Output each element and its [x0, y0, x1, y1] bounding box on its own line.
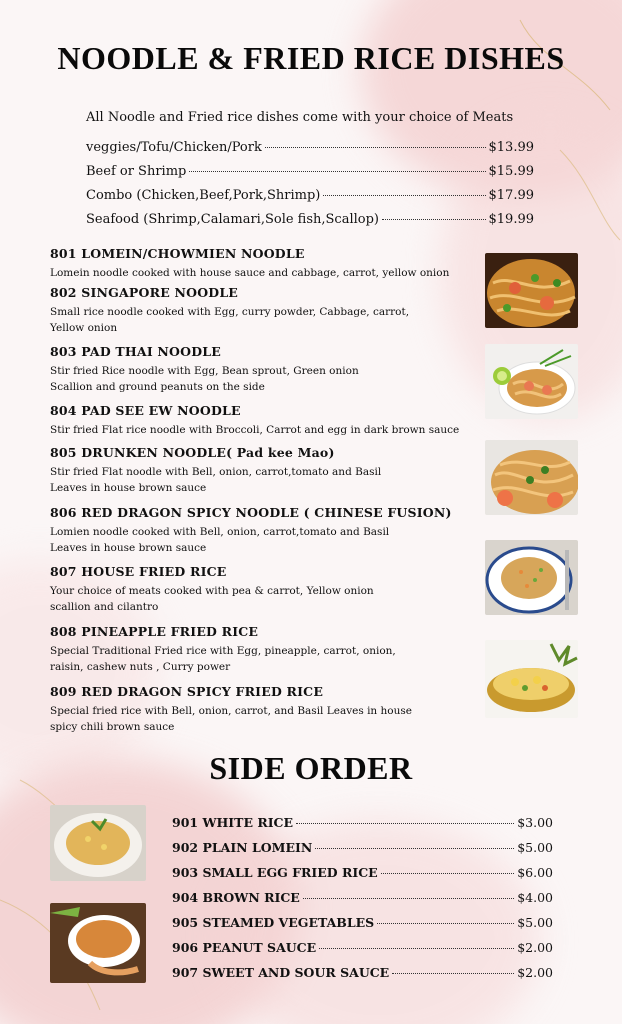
dish-description: Small rice noodle cooked with Egg, curry powder, Cabbage, carrot, [50, 306, 410, 318]
dish-description: Stir fried Flat noodle with Bell, onion, carrot,tomato and Basil [50, 466, 382, 478]
dish-description: raisin, cashew nuts , Curry power [50, 661, 231, 673]
leader-dots [303, 898, 514, 899]
dish-description: spicy chili brown sauce [50, 721, 175, 733]
leader-dots [382, 219, 486, 220]
side-item-row [172, 965, 553, 980]
meat-option-price: $13.99 [488, 140, 534, 155]
leader-dots [315, 848, 514, 849]
dish-description: Yellow onion [50, 322, 118, 334]
side-item-row [172, 915, 553, 930]
side-item-row [172, 890, 553, 905]
pad-thai-photo [485, 344, 578, 419]
dish-name: 801 LOMEIN/CHOWMIEN NOODLE [50, 246, 305, 261]
meat-option-label: Beef or Shrimp [86, 164, 187, 179]
meat-option-row [86, 188, 534, 203]
leader-dots [319, 948, 514, 949]
leader-dots [189, 171, 485, 172]
side-item-row [172, 940, 553, 955]
side-item-price: $5.00 [517, 915, 553, 930]
house-fried-rice-photo [485, 540, 578, 615]
side-item-row [172, 815, 553, 830]
side-item-name: 902 PLAIN LOMEIN [172, 840, 313, 855]
side-order-title: SIDE ORDER [209, 750, 413, 786]
dish-description: Lomein noodle cooked with house sauce and cabbage, carrot, yellow onion [50, 267, 450, 279]
side-item-name: 906 PEANUT SAUCE [172, 940, 317, 955]
side-item-price: $2.00 [517, 940, 553, 955]
meat-choice-intro: All Noodle and Fried rice dishes come with your choice of Meats [86, 110, 514, 125]
meat-option-label: Seafood (Shrimp,Calamari,Sole fish,Scallop) [86, 212, 379, 227]
side-item-price: $6.00 [517, 865, 553, 880]
dish-name: 802 SINGAPORE NOODLE [50, 285, 239, 300]
dish-name: 804 PAD SEE EW NOODLE [50, 403, 241, 418]
dish-name: 803 PAD THAI NOODLE [50, 344, 221, 359]
dish-description: Special fried rice with Bell, onion, carrot, and Basil Leaves in house [50, 705, 412, 717]
dish-description: Scallion and ground peanuts on the side [50, 381, 265, 393]
meat-option-row [86, 164, 534, 179]
side-item-name: 905 STEAMED VEGETABLES [172, 915, 375, 930]
dish-name: 808 PINEAPPLE FRIED RICE [50, 624, 259, 639]
side-item-price: $4.00 [517, 890, 553, 905]
dish-description: Leaves in house brown sauce [50, 542, 207, 554]
lomein-photo [485, 253, 578, 328]
meat-option-row [86, 140, 534, 155]
dish-description: Your choice of meats cooked with pea & carrot, Yellow onion [50, 585, 374, 597]
side-item-name: 903 SMALL EGG FRIED RICE [172, 865, 378, 880]
leader-dots [296, 823, 514, 824]
peanut-sauce-photo [50, 903, 146, 983]
side-item-row [172, 865, 553, 880]
dish-name: 805 DRUNKEN NOODLE( Pad kee Mao) [50, 445, 335, 460]
side-item-name: 907 SWEET AND SOUR SAUCE [172, 965, 390, 980]
dish-description: scallion and cilantro [50, 601, 159, 613]
pineapple-fried-rice-photo [485, 640, 578, 718]
dish-description: Leaves in house brown sauce [50, 482, 207, 494]
meat-option-price: $17.99 [488, 188, 534, 203]
dish-name: 807 HOUSE FRIED RICE [50, 564, 227, 579]
leader-dots [323, 195, 485, 196]
egg-fried-rice-photo [50, 805, 146, 881]
leader-dots [392, 973, 514, 974]
meat-option-price: $15.99 [488, 164, 534, 179]
side-item-name: 901 WHITE RICE [172, 815, 294, 830]
page-title: NOODLE & FRIED RICE DISHES [57, 40, 565, 76]
dish-description: Lomien noodle cooked with Bell, onion, carrot,tomato and Basil [50, 526, 390, 538]
side-item-price: $5.00 [517, 840, 553, 855]
dish-name: 806 RED DRAGON SPICY NOODLE ( CHINESE FUSION) [50, 505, 452, 520]
drunken-noodle-photo [485, 440, 578, 515]
side-item-row [172, 840, 553, 855]
leader-dots [381, 873, 514, 874]
meat-option-label: Combo (Chicken,Beef,Pork,Shrimp) [86, 188, 321, 203]
meat-option-price: $19.99 [488, 212, 534, 227]
dish-description: Stir fried Rice noodle with Egg, Bean sprout, Green onion [50, 365, 359, 377]
leader-dots [377, 923, 514, 924]
meat-option-row [86, 212, 534, 227]
dish-name: 809 RED DRAGON SPICY FRIED RICE [50, 684, 324, 699]
side-item-name: 904 BROWN RICE [172, 890, 300, 905]
side-item-price: $3.00 [517, 815, 553, 830]
leader-dots [265, 147, 486, 148]
dish-description: Stir fried Flat rice noodle with Broccoli, Carrot and egg in dark brown sauce [50, 424, 460, 436]
dish-description: Special Traditional Fried rice with Egg, pineapple, carrot, onion, [50, 645, 396, 657]
side-item-price: $2.00 [517, 965, 553, 980]
meat-option-label: veggies/Tofu/Chicken/Pork [86, 140, 262, 155]
